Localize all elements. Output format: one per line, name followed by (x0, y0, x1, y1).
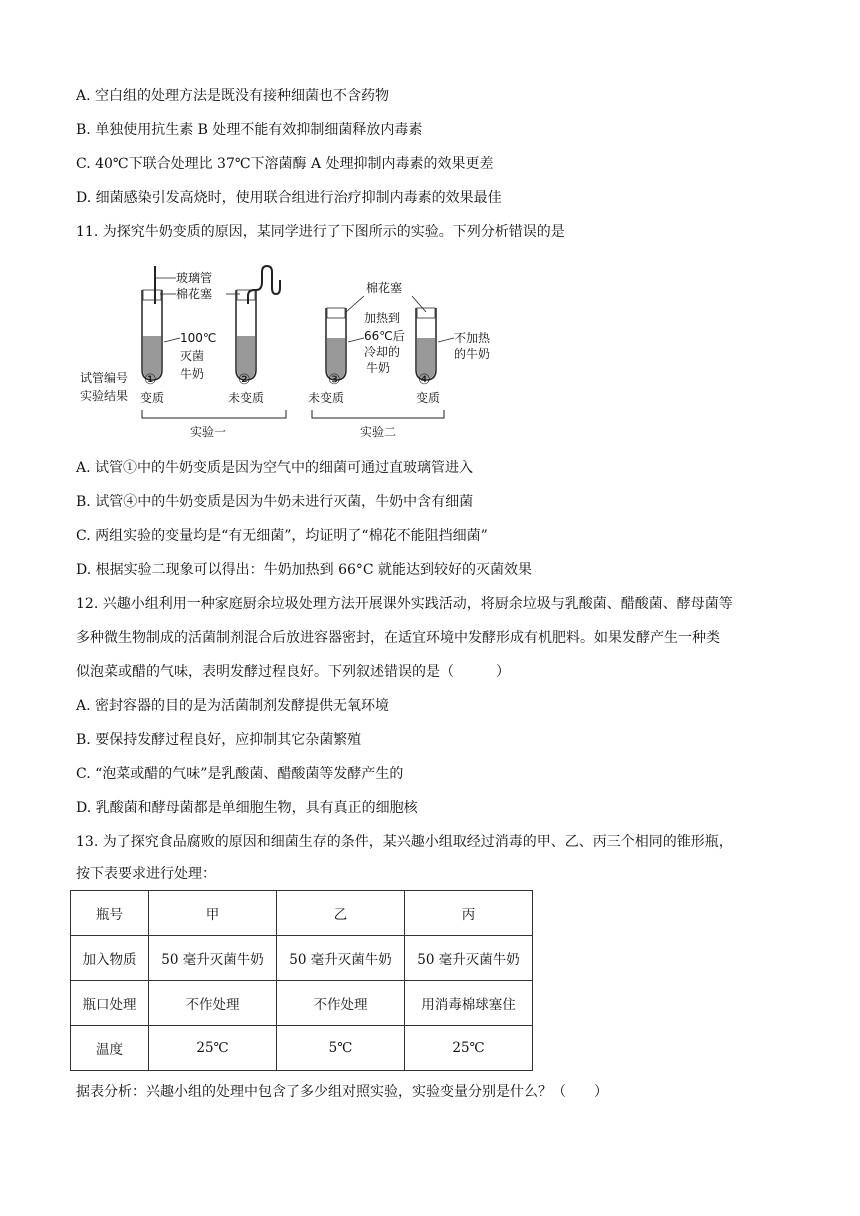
table-cell: 5℃ (277, 1026, 405, 1071)
table-cell: 瓶号 (71, 891, 149, 936)
tube-number-3: ③ (328, 372, 341, 388)
table-cell: 50 毫升灭菌牛奶 (277, 936, 405, 981)
label-cotton-plug-2: 棉花塞 (366, 281, 403, 295)
q12-option-d: D. 乳酸菌和酵母菌都是单细胞生物，具有真正的细胞核 (76, 800, 418, 816)
label-sterile-3: 牛奶 (180, 367, 205, 381)
label-sterile-2: 灭菌 (180, 349, 205, 363)
test-tube-4 (416, 308, 436, 380)
group-label-2: 实验二 (360, 425, 397, 439)
label-glass-tube: 玻璃管 (176, 271, 213, 285)
table-cell: 丙 (405, 891, 533, 936)
q11-option-d: D. 根据实验二现象可以得出：牛奶加热到 66°C 就能达到较好的灭菌效果 (76, 562, 533, 578)
table-cell: 不作处理 (149, 981, 277, 1026)
group-label-1: 实验一 (190, 425, 227, 439)
q11-stem: 11. 为探究牛奶变质的原因，某同学进行了下图所示的实验。下列分析错误的是 (76, 224, 565, 240)
table-cell: 不作处理 (277, 981, 405, 1026)
label-noheat-2: 的牛奶 (454, 347, 491, 361)
table-cell: 25℃ (149, 1026, 277, 1071)
result-2: 未变质 (228, 391, 265, 405)
q13-question: 据表分析：兴趣小组的处理中包含了多少组对照实验，实验变量分别是什么？（ ） (76, 1084, 608, 1100)
label-heat-2: 66℃后 (364, 329, 405, 343)
q11-option-c: C. 两组实验的变量均是“有无细菌”，均证明了“棉花不能阻挡细菌” (76, 528, 488, 544)
table-cell: 甲 (149, 891, 277, 936)
table-row (71, 891, 533, 936)
test-tube-2 (236, 266, 280, 380)
result-4: 变质 (416, 391, 441, 405)
table-cell: 瓶口处理 (71, 981, 149, 1026)
table-cell: 加入物质 (71, 936, 149, 981)
row-label-tube-id: 试管编号 (80, 371, 129, 385)
q11-option-b: B. 试管④中的牛奶变质是因为牛奶未进行灭菌，牛奶中含有细菌 (76, 494, 474, 510)
tube-number-4: ④ (418, 372, 431, 388)
q10-option-a: A. 空白组的处理方法是既没有接种细菌也不含药物 (76, 88, 390, 104)
q12-stem-line-1: 12. 兴趣小组利用一种家庭厨余垃圾处理方法开展课外实践活动，将厨余垃圾与乳酸菌、醋酸菌、酵母菌等 (76, 596, 733, 612)
treatment-table (70, 890, 533, 1071)
result-1: 变质 (140, 391, 165, 405)
table-cell: 温度 (71, 1026, 149, 1071)
q12-stem-line-3: 似泡菜或醋的气味，表明发酵过程良好。下列叙述错误的是（ ） (76, 664, 510, 680)
label-sterile-1: 100℃ (180, 331, 217, 345)
tube-number-2: ② (238, 372, 251, 388)
row-label-result: 实验结果 (80, 389, 129, 403)
label-heat-4: 牛奶 (366, 361, 391, 375)
label-cotton-plug: 棉花塞 (176, 287, 213, 301)
q12-stem-line-2: 多种微生物制成的活菌制剂混合后放进容器密封，在适宜环境中发酵形成有机肥料。如果发酵产生一种类 (76, 630, 720, 646)
table-cell: 50 毫升灭菌牛奶 (149, 936, 277, 981)
table-cell: 50 毫升灭菌牛奶 (405, 936, 533, 981)
test-tube-3 (326, 308, 346, 380)
table-cell: 用消毒棉球塞住 (405, 981, 533, 1026)
q13-stem-line-1: 13. 为了探究食品腐败的原因和细菌生存的条件，某兴趣小组取经过消毒的甲、乙、丙三个相同的锥形瓶， (76, 834, 733, 850)
q12-option-b: B. 要保持发酵过程良好，应抑制其它杂菌繁殖 (76, 732, 362, 748)
q12-option-c: C. “泡菜或醋的气味”是乳酸菌、醋酸菌等发酵产生的 (76, 766, 404, 782)
table-row (71, 981, 533, 1026)
milk-experiment-figure (76, 262, 516, 450)
label-heat-1: 加热到 (364, 311, 401, 325)
tube-number-1: ① (144, 372, 157, 388)
table-row (71, 936, 533, 981)
q13-stem-line-2: 按下表要求进行处理： (76, 866, 216, 882)
test-tube-1 (142, 266, 162, 380)
q11-option-a: A. 试管①中的牛奶变质是因为空气中的细菌可通过直玻璃管进入 (76, 460, 474, 476)
table-cell: 乙 (277, 891, 405, 936)
table-row (71, 1026, 533, 1071)
q10-option-c: C. 40℃下联合处理比 37℃下溶菌酶 A 处理抑制内毒素的效果更差 (76, 156, 494, 172)
q12-option-a: A. 密封容器的目的是为活菌制剂发酵提供无氧环境 (76, 698, 390, 714)
label-noheat-1: 不加热 (454, 331, 491, 345)
q10-option-d: D. 细菌感染引发高烧时，使用联合组进行治疗抑制内毒素的效果最佳 (76, 190, 502, 206)
result-3: 未变质 (308, 391, 345, 405)
label-heat-3: 冷却的 (364, 345, 401, 359)
table-cell: 25℃ (405, 1026, 533, 1071)
q10-option-b: B. 单独使用抗生素 B 处理不能有效抑制细菌释放内毒素 (76, 122, 423, 138)
